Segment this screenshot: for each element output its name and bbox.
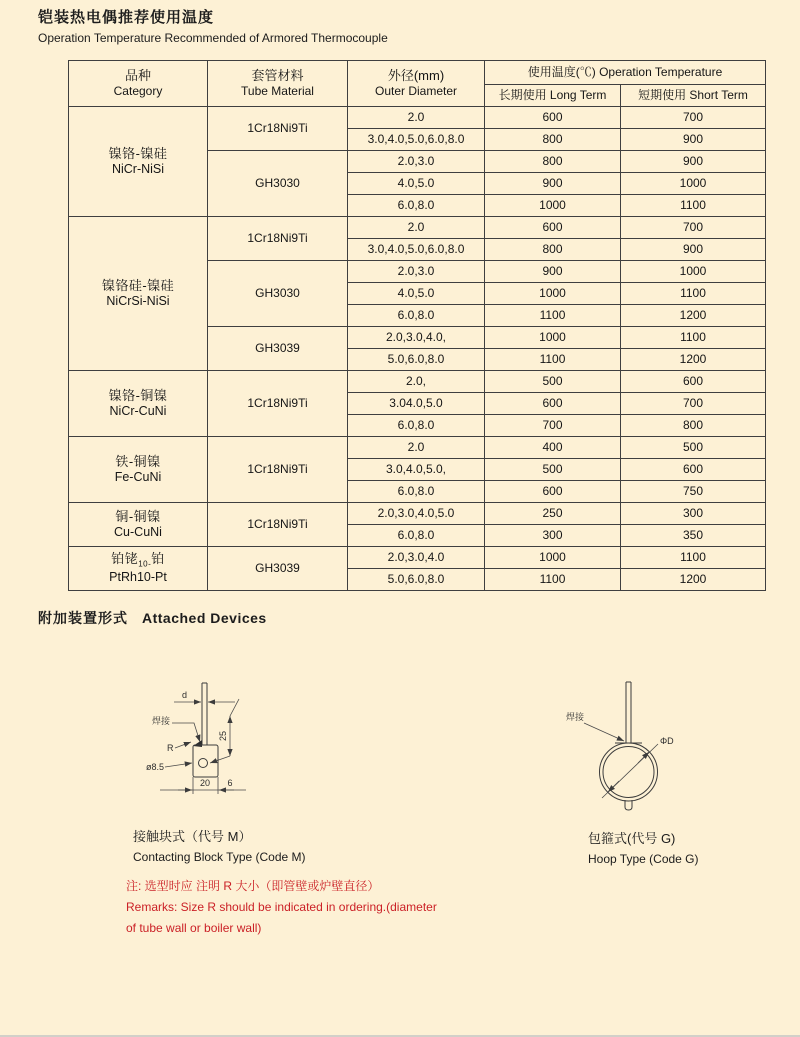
category-en: Cu-CuNi xyxy=(114,524,162,539)
od-cell: 2.0,3.0 xyxy=(348,261,485,283)
r-leader xyxy=(175,742,191,748)
od-cell: 2.0 xyxy=(348,437,485,459)
remarks-line-1: 注: 选型时应 注明 R 大小（即管壁或炉壁直径） xyxy=(126,879,380,893)
od-cell: 2.0 xyxy=(348,217,485,239)
short-term-cell: 1100 xyxy=(621,195,766,217)
od-cell: 6.0,8.0 xyxy=(348,195,485,217)
attached-devices-heading-en: Attached Devices xyxy=(142,610,267,626)
block-caption-zh: 接触块式（代号 M） xyxy=(133,829,252,844)
long-term-cell: 1000 xyxy=(485,195,621,217)
category-en: Fe-CuNi xyxy=(114,469,162,484)
od-cell: 3.0,4.0,5.0,6.0,8.0 xyxy=(348,239,485,261)
material-cell: 1Cr18Ni9Ti xyxy=(208,503,348,547)
material-cell: GH3039 xyxy=(208,547,348,591)
short-term-cell: 900 xyxy=(621,151,766,173)
category-en: NiCr-NiSi xyxy=(111,161,165,176)
weld-bead xyxy=(193,740,202,747)
material-cell: GH3039 xyxy=(208,327,348,371)
diameter-arrow-top xyxy=(638,752,649,763)
block-caption xyxy=(133,826,306,864)
od-cell: 4.0,5.0 xyxy=(348,283,485,305)
category-cell xyxy=(69,547,208,591)
short-term-cell: 600 xyxy=(621,371,766,393)
long-term-cell: 300 xyxy=(485,525,621,547)
long-term-cell: 400 xyxy=(485,437,621,459)
long-term-cell: 1000 xyxy=(485,547,621,569)
category-en: NiCr-CuNi xyxy=(109,403,167,418)
table-row xyxy=(69,547,766,569)
category-cell xyxy=(69,107,208,217)
material-cell: GH3030 xyxy=(208,261,348,327)
remarks-line-3: of tube wall or boiler wall) xyxy=(126,921,262,935)
short-term-cell: 1000 xyxy=(621,261,766,283)
dim-label-20: 20 xyxy=(199,778,211,788)
category-cell xyxy=(69,503,208,547)
short-term-cell: 500 xyxy=(621,437,766,459)
dim-25-extension-top xyxy=(230,699,239,716)
long-term-cell: 600 xyxy=(485,393,621,415)
category-en: PtRh10-Pt xyxy=(109,569,167,584)
header-tube-en: Tube Material xyxy=(241,84,314,99)
category-en: NiCrSi-NiSi xyxy=(106,293,170,308)
header-long-term: 长期使用 Long Term xyxy=(485,85,621,107)
category-zh: 铜-铜镍 xyxy=(115,508,161,524)
od-cell: 3.0,4.0,5.0,6.0,8.0 xyxy=(348,129,485,151)
hoop-drawing xyxy=(558,670,743,820)
header-category xyxy=(69,61,208,107)
short-term-cell: 900 xyxy=(621,129,766,151)
contacting-block-drawing xyxy=(138,670,348,820)
hole-leader xyxy=(165,763,192,767)
category-zh: 铂铑$_{10-}$铂 xyxy=(111,551,165,569)
short-term-cell: 800 xyxy=(621,415,766,437)
long-term-cell: 600 xyxy=(485,107,621,129)
header-category-zh: 品种 xyxy=(124,67,151,83)
material-cell: 1Cr18Ni9Ti xyxy=(208,217,348,261)
temperature-table xyxy=(68,60,766,591)
long-term-cell: 1100 xyxy=(485,305,621,327)
page-title-zh: 铠装热电偶推荐使用温度 xyxy=(38,9,215,26)
hole-label: ø8.5 xyxy=(146,762,165,772)
table-row xyxy=(69,503,766,525)
long-term-cell: 1000 xyxy=(485,283,621,305)
od-cell: 3.0,4.0,5.0, xyxy=(348,459,485,481)
category-zh: 镍铬硅-镍硅 xyxy=(101,277,175,293)
short-term-cell: 700 xyxy=(621,217,766,239)
long-term-cell: 1100 xyxy=(485,569,621,591)
od-cell: 5.0,6.0,8.0 xyxy=(348,349,485,371)
long-term-cell: 800 xyxy=(485,239,621,261)
remarks-note xyxy=(126,876,546,939)
remarks-line-2: Remarks: Size R should be indicated in ordering.(diameter xyxy=(126,900,437,914)
long-term-cell: 800 xyxy=(485,129,621,151)
short-term-cell: 300 xyxy=(621,503,766,525)
short-term-cell: 1100 xyxy=(621,283,766,305)
od-cell: 6.0,8.0 xyxy=(348,415,485,437)
material-cell: 1Cr18Ni9Ti xyxy=(208,437,348,503)
header-tube-zh: 套管材料 xyxy=(251,67,304,83)
dim-label-6: 6 xyxy=(227,778,233,788)
long-term-cell: 900 xyxy=(485,173,621,195)
header-tube-material xyxy=(208,61,348,107)
long-term-cell: 500 xyxy=(485,371,621,393)
header-short-term: 短期使用 Short Term xyxy=(621,85,766,107)
hoop-caption-en: Hoop Type (Code G) xyxy=(588,852,699,866)
header-outer-diameter xyxy=(348,61,485,107)
od-cell: 6.0,8.0 xyxy=(348,525,485,547)
block-outline xyxy=(193,745,218,777)
long-term-cell: 900 xyxy=(485,261,621,283)
table-row xyxy=(69,107,766,129)
diameter-arrow-bottom xyxy=(608,781,619,792)
table-row xyxy=(69,217,766,239)
material-cell: 1Cr18Ni9Ti xyxy=(208,371,348,437)
od-cell: 2.0,3.0,4.0,5.0 xyxy=(348,503,485,525)
short-term-cell: 350 xyxy=(621,525,766,547)
short-term-cell: 1000 xyxy=(621,173,766,195)
short-term-cell: 750 xyxy=(621,481,766,503)
od-cell: 2.0 xyxy=(348,107,485,129)
long-term-cell: 600 xyxy=(485,481,621,503)
long-term-cell: 500 xyxy=(485,459,621,481)
short-term-cell: 1200 xyxy=(621,569,766,591)
od-cell: 4.0,5.0 xyxy=(348,173,485,195)
weld-label: 焊接 xyxy=(566,712,585,722)
hoop-caption xyxy=(588,828,699,866)
od-cell: 6.0,8.0 xyxy=(348,481,485,503)
hoop-caption-zh: 包箍式(代号 G) xyxy=(588,831,676,846)
page-header xyxy=(38,6,388,45)
table-row xyxy=(69,371,766,393)
od-cell: 2.0,3.0,4.0 xyxy=(348,547,485,569)
long-term-cell: 1100 xyxy=(485,349,621,371)
dim-label-d: d xyxy=(182,690,188,700)
od-cell: 3.04.0,5.0 xyxy=(348,393,485,415)
short-term-cell: 600 xyxy=(621,459,766,481)
dim-25-extension-bottom xyxy=(210,756,230,763)
short-term-cell: 700 xyxy=(621,393,766,415)
weld-label: 焊接 xyxy=(152,716,171,726)
attached-devices-heading xyxy=(38,608,267,628)
dim-label-25: 25 xyxy=(218,730,228,742)
long-term-cell: 800 xyxy=(485,151,621,173)
block-caption-en: Contacting Block Type (Code M) xyxy=(133,850,306,864)
category-cell xyxy=(69,217,208,371)
r-label: R xyxy=(167,743,174,753)
od-cell: 2.0,3.0,4.0, xyxy=(348,327,485,349)
short-term-cell: 700 xyxy=(621,107,766,129)
header-od-en: Outer Diameter xyxy=(374,84,458,99)
header-od-zh: 外径(mm) xyxy=(387,67,445,83)
hole-circle xyxy=(199,759,208,768)
short-term-cell: 1100 xyxy=(621,327,766,349)
weld-leader xyxy=(584,723,624,741)
material-cell: GH3030 xyxy=(208,151,348,217)
header-category-en: Category xyxy=(113,84,163,99)
short-term-cell: 1100 xyxy=(621,547,766,569)
od-cell: 2.0, xyxy=(348,371,485,393)
short-term-cell: 900 xyxy=(621,239,766,261)
short-term-cell: 1200 xyxy=(621,349,766,371)
long-term-cell: 700 xyxy=(485,415,621,437)
category-zh: 铁-铜镍 xyxy=(115,453,161,469)
od-cell: 5.0,6.0,8.0 xyxy=(348,569,485,591)
category-cell xyxy=(69,437,208,503)
od-cell: 2.0,3.0 xyxy=(348,151,485,173)
short-term-cell: 1200 xyxy=(621,305,766,327)
weld-leader xyxy=(172,723,200,742)
long-term-cell: 250 xyxy=(485,503,621,525)
attached-devices-heading-zh: 附加装置形式 xyxy=(38,610,128,626)
category-cell xyxy=(69,371,208,437)
header-operation-temperature: 使用温度(℃) Operation Temperature xyxy=(485,61,766,85)
category-zh: 镍铬-镍硅 xyxy=(108,145,168,161)
page-title-en: Operation Temperature Recommended of Armored Thermocouple xyxy=(38,31,388,45)
long-term-cell: 1000 xyxy=(485,327,621,349)
od-cell: 6.0,8.0 xyxy=(348,305,485,327)
material-cell: 1Cr18Ni9Ti xyxy=(208,107,348,151)
table-row xyxy=(69,437,766,459)
diameter-label: ΦD xyxy=(660,736,674,746)
long-term-cell: 600 xyxy=(485,217,621,239)
category-zh: 镍铬-铜镍 xyxy=(108,387,168,403)
